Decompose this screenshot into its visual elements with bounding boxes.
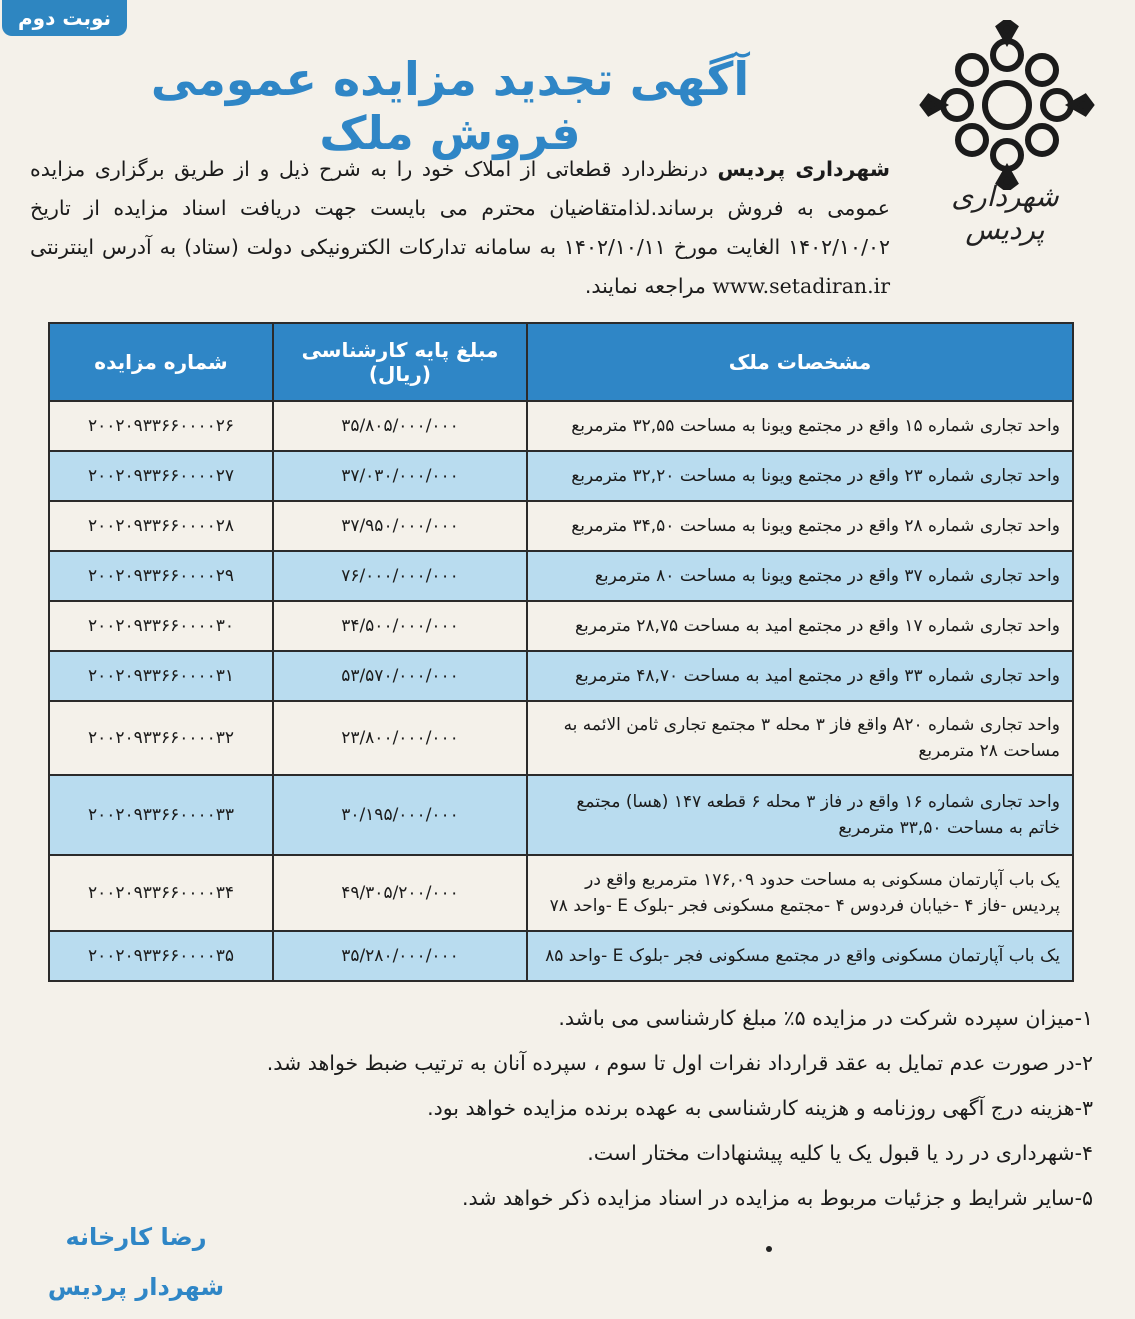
row-price: ۳۵/۸۰۵/۰۰۰/۰۰۰ [273,401,527,451]
header-num: شماره مزایده [49,323,273,401]
intro-paragraph [30,150,890,306]
row-price: ۳۷/۹۵۰/۰۰۰/۰۰۰ [273,501,527,551]
issue-badge: نوبت دوم [2,0,127,36]
row-price: ۵۳/۵۷۰/۰۰۰/۰۰۰ [273,651,527,701]
row-desc: واحد تجاری شماره ۳۳ واقع در مجتمع امید به مساحت ۴۸,۷۰ مترمربع [527,651,1073,701]
row-desc: واحد تجاری شماره ۱۷ واقع در مجتمع امید به مساحت ۲۸,۷۵ مترمربع [527,601,1073,651]
row-num: ۲۰۰۲۰۹۳۳۶۶۰۰۰۰۳۰ [49,601,273,651]
row-num: ۲۰۰۲۰۹۳۳۶۶۰۰۰۰۲۸ [49,501,273,551]
table-row [49,551,1073,601]
table-row [49,701,1073,775]
intro-body: درنظردارد قطعاتی از املاک خود را به شرح ذیل و از طریق برگزاری مزایده عمومی به فروش برساند.لذامتقاضیان محترم می بایست جهت دریافت اسناد مزایده از تاریخ ۱۴۰۲/۱۰/۰۲ الغایت مورخ ۱۴۰۲/۱۰/۱۱ به سامانه تدارکات الکترونیکی دولت (ستاد) به آدرس اینترنتی [30,157,890,259]
row-desc: واحد تجاری شماره ۲۸ واقع در مجتمع ویونا به مساحت ۳۴,۵۰ مترمربع [527,501,1073,551]
row-desc: واحد تجاری شماره ۱۶ واقع در فاز ۳ محله ۶ قطعه ۱۴۷ (هسا) مجتمع خاتم به مساحت ۳۳,۵۰ مترمربع [527,775,1073,855]
list-item: ۴-شهرداری در رد یا قبول یک یا کلیه پیشنهادات مختار است. [587,1141,1093,1165]
table-row [49,451,1073,501]
row-num: ۲۰۰۲۰۹۳۳۶۶۰۰۰۰۲۹ [49,551,273,601]
row-price: ۴۹/۳۰۵/۲۰۰/۰۰۰ [273,855,527,931]
row-num: ۲۰۰۲۰۹۳۳۶۶۰۰۰۰۳۴ [49,855,273,931]
row-price: ۳۰/۱۹۵/۰۰۰/۰۰۰ [273,775,527,855]
row-price: ۳۵/۲۸۰/۰۰۰/۰۰۰ [273,931,527,981]
table-row [49,651,1073,701]
intro-org: شهرداری پردیس [717,157,890,181]
intro-tail: مراجعه نمایند. [584,274,713,298]
intro-url[interactable]: www.setadiran.ir [712,274,890,298]
row-desc: یک باب آپارتمان مسکونی به مساحت حدود ۱۷۶,۰۹ مترمربع واقع در پردیس -فاز ۴ -خیابان فردوس ۴ -مجتمع مسکونی فجر -بلوک E -واحد ۷۸ [527,855,1073,931]
row-price: ۳۷/۰۳۰/۰۰۰/۰۰۰ [273,451,527,501]
row-price: ۲۳/۸۰۰/۰۰۰/۰۰۰ [273,701,527,775]
row-price: ۳۴/۵۰۰/۰۰۰/۰۰۰ [273,601,527,651]
table-header-row [49,323,1073,401]
table-row [49,501,1073,551]
table-row [49,775,1073,855]
list-item: ۳-هزینه درج آگهی روزنامه و هزینه کارشناسی به عهده برنده مزایده خواهد بود. [427,1096,1093,1120]
conditions-list [33,996,1093,1221]
row-desc: واحد تجاری شماره A۲۰ واقع فاز ۳ محله ۳ مجتمع تجاری ثامن الائمه به مساحت ۲۸ مترمربع [527,701,1073,775]
signature-block [36,1212,236,1312]
header-price-line1: مبلغ پایه کارشناسی [301,338,499,362]
row-desc: واحد تجاری شماره ۱۵ واقع در مجتمع ویونا به مساحت ۳۲,۵۵ مترمربع [527,401,1073,451]
row-desc: یک باب آپارتمان مسکونی واقع در مجتمع مسکونی فجر -بلوک E -واحد ۸۵ [527,931,1073,981]
row-num: ۲۰۰۲۰۹۳۳۶۶۰۰۰۰۲۷ [49,451,273,501]
row-num: ۲۰۰۲۰۹۳۳۶۶۰۰۰۰۳۱ [49,651,273,701]
list-item: ۲-در صورت عدم تمایل به عقد قرارداد نفرات اول تا سوم ، سپرده آنان به ترتیب ضبط خواهد شد. [266,1051,1093,1075]
list-item: ۱-میزان سپرده شرکت در مزایده ۵٪ مبلغ کارشناسی می باشد. [558,1006,1093,1030]
row-num: ۲۰۰۲۰۹۳۳۶۶۰۰۰۰۳۳ [49,775,273,855]
notice-title: آگهی تجدید مزایده عمومی فروش ملک [150,52,750,160]
table-row [49,931,1073,981]
header-desc: مشخصات ملک [527,323,1073,401]
table-row [49,855,1073,931]
flower-emblem-icon [907,20,1107,190]
row-num: ۲۰۰۲۰۹۳۳۶۶۰۰۰۰۳۲ [49,701,273,775]
print-mark [766,1246,772,1252]
signature-name: رضا کارخانه [65,1223,207,1251]
list-item: ۵-سایر شرایط و جزئیات مربوط به مزایده در اسناد مزایده ذکر خواهد شد. [462,1186,1093,1210]
table-row [49,601,1073,651]
header-price [273,323,527,401]
row-num: ۲۰۰۲۰۹۳۳۶۶۰۰۰۰۳۵ [49,931,273,981]
row-num: ۲۰۰۲۰۹۳۳۶۶۰۰۰۰۲۶ [49,401,273,451]
table-row [49,401,1073,451]
logo-wordmark: شهرداری پردیس [951,180,1059,246]
header-price-line2: (ریال) [368,362,432,386]
auction-table [48,322,1074,982]
row-desc: واحد تجاری شماره ۲۳ واقع در مجتمع ویونا به مساحت ۳۲,۲۰ مترمربع [527,451,1073,501]
row-desc: واحد تجاری شماره ۳۷ واقع در مجتمع ویونا به مساحت ۸۰ مترمربع [527,551,1073,601]
row-price: ۷۶/۰۰۰/۰۰۰/۰۰۰ [273,551,527,601]
signature-role: شهردار پردیس [47,1273,225,1301]
